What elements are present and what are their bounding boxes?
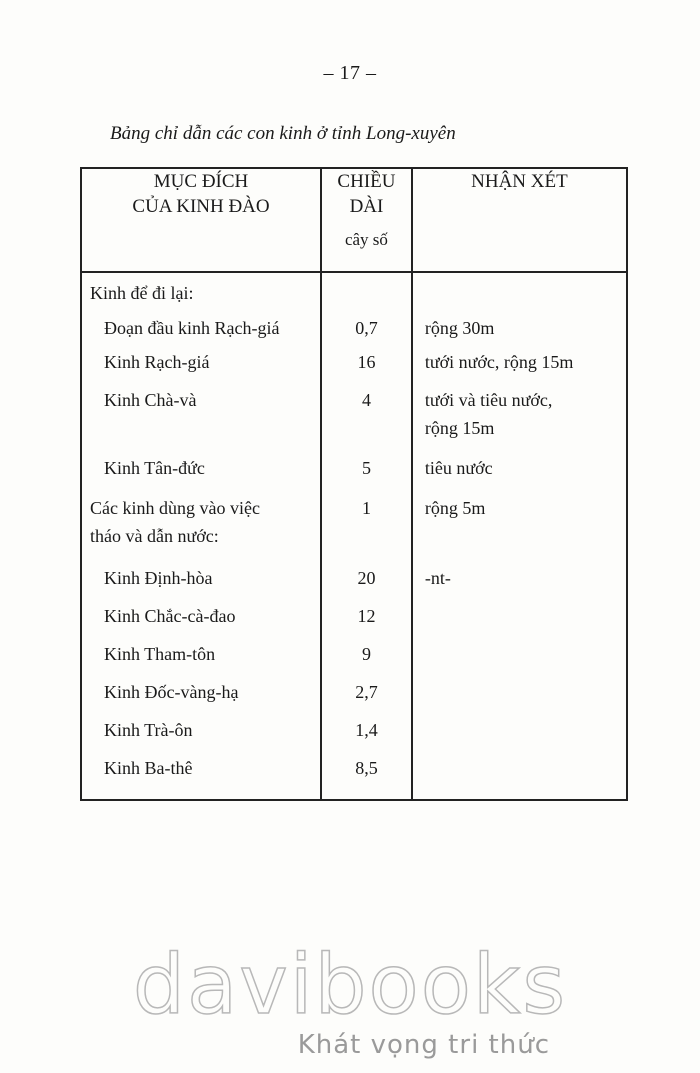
- row-name: [81, 492, 321, 564]
- table-row: [81, 640, 627, 678]
- row-length: 5: [321, 454, 412, 492]
- watermark-tagline: Khát vọng tri thức: [297, 1030, 550, 1060]
- table-row: [81, 454, 627, 492]
- row-name: Kinh Tham-tôn: [81, 640, 321, 678]
- header-purpose-line1: MỤC ĐÍCH: [153, 171, 249, 192]
- row-note-line1: tưới và tiêu nước,: [424, 390, 553, 410]
- row-length: 9: [321, 640, 412, 678]
- table-row: [81, 348, 627, 386]
- row-name: Đoạn đầu kinh Rạch-giá: [81, 310, 321, 348]
- row-name-line1: Các kinh dùng vào việc: [90, 498, 260, 518]
- row-length: 16: [321, 348, 412, 386]
- row-name: Kinh Đốc-vàng-hạ: [81, 678, 321, 716]
- header-length: [321, 168, 412, 272]
- header-purpose-line2: CỦA KINH ĐÀO: [132, 196, 270, 217]
- row-length: [321, 272, 412, 310]
- row-name: Kinh Rạch-giá: [81, 348, 321, 386]
- row-note: [412, 602, 627, 640]
- header-purpose: [81, 168, 321, 272]
- row-note: [412, 272, 627, 310]
- row-note: [412, 678, 627, 716]
- table-header-row: [81, 168, 627, 272]
- table-row: [81, 678, 627, 716]
- header-notes: [412, 168, 627, 272]
- row-length: 1: [321, 492, 412, 564]
- row-length: 2,7: [321, 678, 412, 716]
- watermark-brand: davibooks: [132, 938, 568, 1033]
- row-length: 4: [321, 386, 412, 454]
- row-note: tiêu nước: [412, 454, 627, 492]
- table-row: [81, 310, 627, 348]
- row-name: Kinh Chà-và: [81, 386, 321, 454]
- row-name: Kinh Tân-đức: [81, 454, 321, 492]
- row-note: rộng 30m: [412, 310, 627, 348]
- row-note: tưới nước, rộng 15m: [412, 348, 627, 386]
- row-note: -nt-: [412, 564, 627, 602]
- row-note-line2: rộng 15m: [424, 418, 495, 438]
- row-length: 1,4: [321, 716, 412, 754]
- table-row: [81, 386, 627, 454]
- table-row: [81, 564, 627, 602]
- row-name: Kinh Chắc-cà-đao: [81, 602, 321, 640]
- table-row: [81, 602, 627, 640]
- header-notes-label: NHẬN XÉT: [471, 171, 568, 192]
- header-length-line1: CHIỀU: [337, 171, 396, 192]
- row-note: rộng 5m: [412, 492, 627, 564]
- row-note: [412, 640, 627, 678]
- table-row: [81, 716, 627, 754]
- table-row: [81, 754, 627, 800]
- table-caption: Bảng chỉ dẫn các con kinh ở tỉnh Long-xuyên: [110, 123, 456, 144]
- row-name: Kinh Ba-thê: [81, 754, 321, 800]
- row-length: 0,7: [321, 310, 412, 348]
- row-length: 8,5: [321, 754, 412, 800]
- row-length: 20: [321, 564, 412, 602]
- row-note: [412, 754, 627, 800]
- header-length-line2: DÀI: [349, 196, 384, 217]
- row-name: Kinh để đi lại:: [81, 272, 321, 310]
- row-name: Kinh Trà-ôn: [81, 716, 321, 754]
- row-note: [412, 386, 627, 454]
- page-number: – 17 –: [323, 62, 377, 84]
- row-length: 12: [321, 602, 412, 640]
- row-name-line2: tháo và dẫn nước:: [90, 526, 219, 546]
- header-length-unit: cây số: [344, 230, 388, 249]
- table-row: [81, 492, 627, 564]
- canal-table: [80, 167, 628, 801]
- row-note: [412, 716, 627, 754]
- table-row: [81, 272, 627, 310]
- row-name: Kinh Định-hòa: [81, 564, 321, 602]
